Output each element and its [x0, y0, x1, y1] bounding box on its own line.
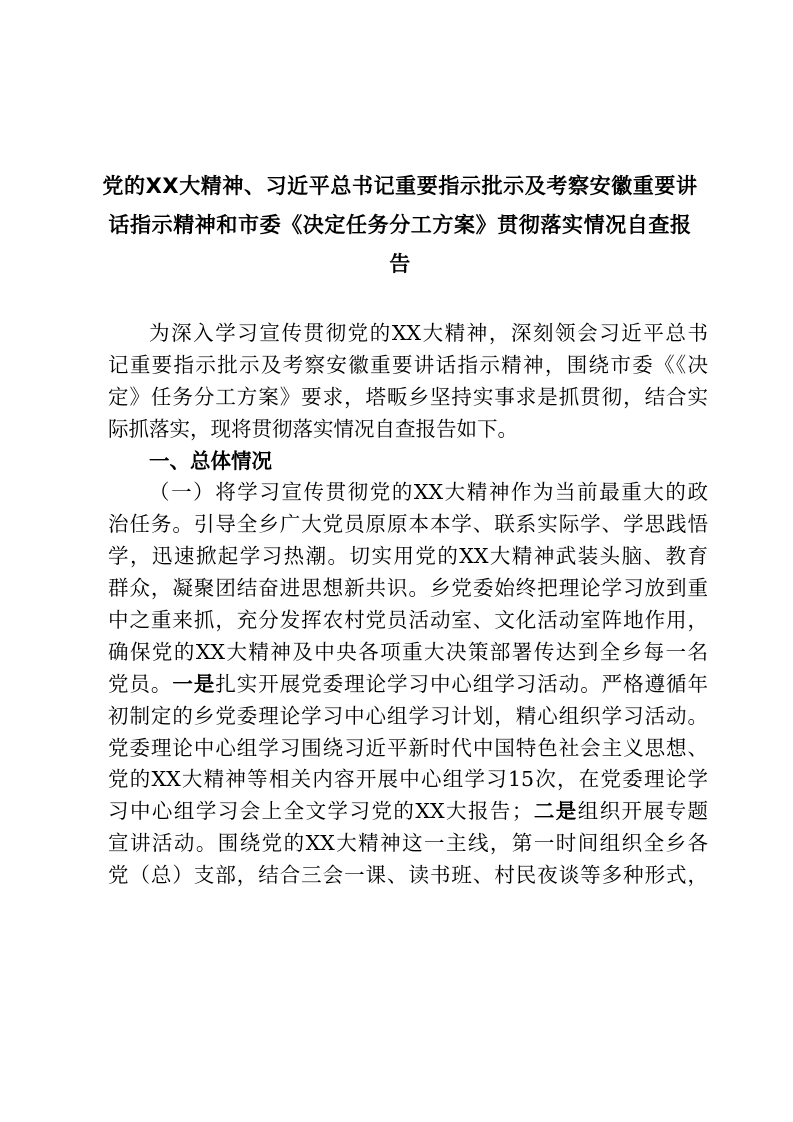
paragraph-line: 中之重来抓，充分发挥农村党员活动室、文化活动室阵地作用，	[108, 608, 708, 633]
paragraph-line: （一）将学习宣传贯彻党的XX大精神作为当前最重大的政	[149, 480, 708, 505]
intro-paragraph	[108, 318, 708, 446]
paragraph-line: 党委理论中心组学习围绕习近平新时代中国特色社会主义思想、	[108, 735, 708, 760]
emphasis-text: 一是	[172, 671, 216, 696]
paragraph-line: 确保党的XX大精神及中央各项重大决策部署传达到全乡每一名	[108, 639, 708, 664]
line-text: 扎实开展党委理论学习中心组学习活动。严格遵循年	[215, 671, 709, 696]
paragraph-line: 记重要指示批示及考察安徽重要讲话指示精神，围绕市委《《决	[108, 352, 708, 377]
body-paragraph	[108, 477, 708, 892]
paragraph-line	[108, 796, 708, 828]
paragraph-line: 党（总）支部，结合三会一课、读书班、村民夜谈等多种形式，	[108, 863, 708, 888]
title-line: 告	[389, 252, 411, 276]
paragraph-line: 初制定的乡党委理论学习中心组学习计划，精心组织学习活动。	[108, 703, 708, 728]
section-heading: 一、总体情况	[149, 448, 272, 473]
paragraph-line: 为深入学习宣传贯彻党的XX大精神，深刻领会习近平总书	[149, 321, 708, 345]
line-text: 习中心组学习会上全文学习党的XX大报告；	[108, 799, 533, 824]
title-line: 党的XX大精神、习近平总书记重要指示批示及考察安徽重要讲	[102, 174, 698, 198]
paragraph-line: 党的XX大精神等相关内容开展中心组学习15次，在党委理论学	[108, 767, 708, 792]
line-text: 党员。	[108, 671, 173, 696]
paragraph-line: 学，迅速掀起学习热潮。切实用党的XX大精神武装头脑、教育	[108, 544, 708, 569]
paragraph-line: 宣讲活动。围绕党的XX大精神这一主线，第一时间组织全乡各	[108, 831, 708, 856]
paragraph-line: 定》任务分工方案》要求，塔畈乡坚持实事求是抓贯彻，结合实	[108, 384, 708, 409]
paragraph-line: 治任务。引导全乡广大党员原原本本学、联系实际学、学思践悟	[108, 512, 708, 537]
paragraph-line: 群众，凝聚团结奋进思想新共识。乡党委始终把理论学习放到重	[108, 576, 708, 601]
emphasis-text: 二是	[532, 799, 578, 824]
line-text: 组织开展专题	[577, 799, 709, 824]
title-line: 话指示精神和市委《决定任务分工方案》贯彻落实情况自查报	[108, 213, 692, 237]
document-body	[108, 318, 708, 892]
document-title	[100, 167, 700, 284]
paragraph-line: 际抓落实，现将贯彻落实情况自查报告如下。	[108, 416, 518, 441]
paragraph-line	[108, 669, 708, 701]
